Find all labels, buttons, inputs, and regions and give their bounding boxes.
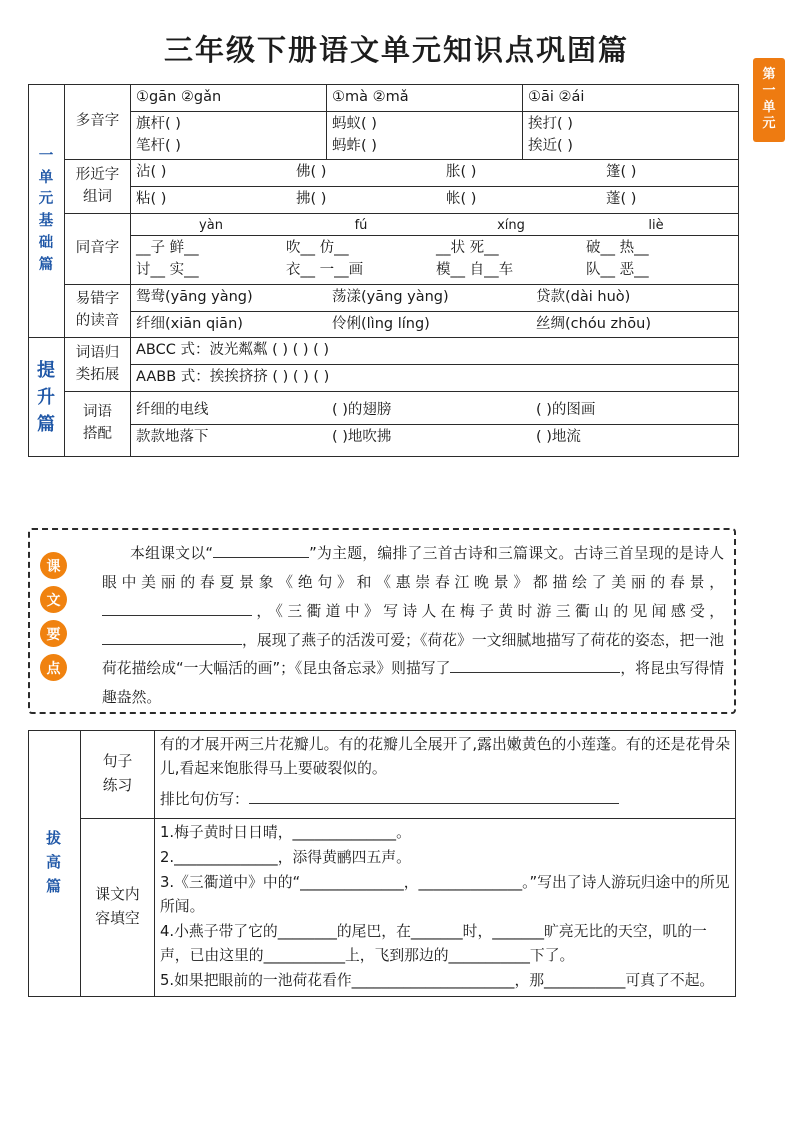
table-row xyxy=(29,85,739,112)
duoyinzi-cell-3 xyxy=(523,111,739,160)
side-tab-line-2: 一 xyxy=(762,83,776,99)
yicuozi-3: 贷款(dài huò) xyxy=(536,288,631,305)
duoyinzi-cell-1 xyxy=(131,111,327,160)
kp-part-5: ，将昆虫写得情趣盎然。 xyxy=(102,660,724,707)
xingjinzi-line-2 xyxy=(131,187,739,214)
guilei-line-1: ABCC 式：波光粼粼 ( ) ( ) ( ) xyxy=(131,338,739,365)
row-label-sentence-practice: 句子 练习 xyxy=(81,731,155,819)
fill-in-item-5: 5.如果把眼前的一池荷花看作______________________，那___________可真了不起。 xyxy=(160,971,715,989)
fill-in-cell xyxy=(155,818,736,996)
dapei-4: 款款地落下 xyxy=(136,428,209,445)
kp-blank-4 xyxy=(450,672,620,673)
duoyinzi-line-2: 笔杆( ) xyxy=(136,137,181,154)
kp-part-1: 本组课文以“ xyxy=(130,545,214,562)
tongyinzi-8: 队__ 恶__ xyxy=(586,262,649,278)
duoyinzi-line-1: 旗杆( ) xyxy=(136,115,181,132)
xingjinzi-4: 篷( ) xyxy=(606,164,637,181)
kp-part-2: ”为主题，编排了三首古诗和三篇课文。古诗三首呈现的是诗人眼中美丽的春夏景象《绝句》和《惠崇春江晚景》都描绘了美丽的春景， xyxy=(102,545,725,591)
badge-ke: 课 xyxy=(40,552,67,579)
guilei-line-2: AABB 式：挨挨挤挤 ( ) ( ) ( ) xyxy=(131,365,739,392)
yicuozi-4: 纤细(xiān qiān) xyxy=(136,315,243,332)
fill-in-item-3: 3.《三衢道中》中的“______________，______________。”写出了诗人游玩归途中的所见所闻。 xyxy=(160,873,730,915)
row-label-duoyinzi: 多音字 xyxy=(65,85,131,160)
tongyinzi-line-1 xyxy=(136,238,733,260)
dapei-line-1 xyxy=(131,391,739,424)
sentence-practice-text: 有的才展开两三片花瓣儿。有的花瓣儿全展开了,露出嫩黄色的小莲蓬。有的还是花骨朵儿,看起来饱胀得马上要破裂似的。 xyxy=(160,736,730,777)
yicuozi-1: 鸳鸯(yāng yàng) xyxy=(136,288,253,305)
tongyinzi-pinyin-row xyxy=(131,213,739,236)
yicuozi-5: 伶俐(lìng líng) xyxy=(332,315,430,332)
table-row xyxy=(29,391,739,424)
xingjinzi-1: 沾( ) xyxy=(136,164,167,181)
xingjinzi-8: 蓬( ) xyxy=(606,191,637,207)
xingjinzi-6: 拂( ) xyxy=(296,191,327,207)
table-row xyxy=(29,236,739,285)
table-row xyxy=(29,424,739,457)
badge-wen: 文 xyxy=(40,586,67,613)
fill-in-item-2: 2.______________，添得黄鹂四五声。 xyxy=(160,848,411,866)
xingjinzi-2: 佛( ) xyxy=(296,164,327,181)
tongyinzi-cells xyxy=(131,236,739,285)
page-title xyxy=(0,28,793,69)
duoyinzi-cell-2 xyxy=(327,111,523,160)
kp-blank-2 xyxy=(102,615,252,616)
yicuozi-line-1 xyxy=(131,284,739,311)
page-title-text: 三年级下册语文单元知识点巩固篇 xyxy=(163,33,629,67)
tongyinzi-5: 讨__ 实__ xyxy=(136,262,199,278)
advanced-section-table xyxy=(28,730,736,997)
promote-vertical-label: 提 升 篇 xyxy=(29,338,65,457)
sentence-practice-cell xyxy=(155,731,736,819)
table-row xyxy=(29,338,739,365)
kp-part-3: ，《三衢道中》写诗人在梅子黄时游三衢山的见闻感受， xyxy=(252,602,724,620)
table-row xyxy=(29,111,739,160)
badge-yao: 要 xyxy=(40,620,67,647)
dapei-3: ( )的图画 xyxy=(536,401,596,418)
row-label-yicuozi: 易错字 的读音 xyxy=(65,284,131,338)
table-row xyxy=(29,311,739,338)
tongyinzi-pinyin-4: liè xyxy=(648,217,664,233)
table-row xyxy=(29,187,739,214)
key-points-badges xyxy=(40,552,67,681)
unit-vertical-label: 一 单 元 基 础 篇 xyxy=(29,85,65,338)
tongyinzi-4: 破__ 热__ xyxy=(586,240,649,257)
yicuozi-2: 荡漾(yāng yàng) xyxy=(332,288,449,305)
yicuozi-6: 丝绸(chóu zhōu) xyxy=(536,315,652,332)
table-row xyxy=(29,284,739,311)
table-row xyxy=(29,365,739,392)
duoyinzi-line-6: 挨近( ) xyxy=(528,137,573,154)
duoyinzi-line-4: 蚂蚱( ) xyxy=(332,137,377,154)
table-row xyxy=(29,818,736,996)
dapei-1: 纤细的电线 xyxy=(136,401,209,418)
tongyinzi-2: 吹__ 仿__ xyxy=(286,240,349,257)
kp-part-4: ，展现了燕子的活泼可爱；《荷花》一文细腻地描写了荷花的姿态，把一池荷花描绘成“一大幅活的画”；《昆虫备忘录》则描写了 xyxy=(102,631,724,678)
badge-dian: 点 xyxy=(40,654,67,681)
side-tab-line-4: 元 xyxy=(762,115,776,131)
table-row xyxy=(29,731,736,819)
duoyinzi-line-3: 蚂蚁( ) xyxy=(332,115,377,132)
unit-side-tab xyxy=(753,58,785,142)
tongyinzi-1: __子 鲜__ xyxy=(136,240,199,257)
advanced-vertical-label: 拔 高 篇 xyxy=(29,731,81,997)
sentence-practice-prompt-row xyxy=(160,788,730,812)
dapei-6: ( )地流 xyxy=(536,428,581,445)
sentence-practice-answer[interactable] xyxy=(249,803,619,804)
xingjinzi-3: 胀( ) xyxy=(446,164,477,181)
dapei-line-2 xyxy=(131,424,739,457)
xingjinzi-5: 粘( ) xyxy=(136,191,167,207)
dapei-2: ( )的翅膀 xyxy=(332,401,392,418)
side-tab-line-3: 单 xyxy=(762,99,776,115)
key-points-paragraph xyxy=(102,540,724,713)
pinyin-duoyinzi-3: ①āi ②ái xyxy=(523,85,739,112)
tongyinzi-pinyin-2: fú xyxy=(354,217,368,233)
dapei-5: ( )地吹拂 xyxy=(332,428,392,445)
row-label-fill-in: 课文内 容填空 xyxy=(81,818,155,996)
side-tab-line-1: 第 xyxy=(762,67,776,82)
kp-blank-3 xyxy=(102,644,242,645)
tongyinzi-7: 模__ 自__车 xyxy=(436,262,514,278)
tongyinzi-pinyin-1: yàn xyxy=(199,217,223,233)
key-points-block xyxy=(28,528,736,714)
duoyinzi-line-5: 挨打( ) xyxy=(528,115,573,132)
tongyinzi-3: __状 死__ xyxy=(436,240,499,257)
basic-knowledge-table xyxy=(28,84,739,457)
xingjinzi-7: 帐( ) xyxy=(446,191,477,207)
tongyinzi-line-2 xyxy=(136,260,733,282)
row-label-tongyinzi: 同音字 xyxy=(65,213,131,284)
pinyin-duoyinzi-2: ①mà ②mǎ xyxy=(327,85,523,112)
table-row xyxy=(29,213,739,236)
yicuozi-line-2 xyxy=(131,311,739,338)
xingjinzi-line-1 xyxy=(131,160,739,187)
table-row xyxy=(29,160,739,187)
row-label-ciyu-guilei: 词语归 类拓展 xyxy=(65,338,131,392)
kp-blank-1 xyxy=(213,557,309,558)
row-label-ciyu-dapei: 词语 搭配 xyxy=(65,391,131,457)
row-label-xingjinzi: 形近字 组词 xyxy=(65,160,131,214)
fill-in-item-1: 1.梅子黄时日日晴，______________。 xyxy=(160,823,411,841)
sentence-practice-prompt: 排比句仿写： xyxy=(160,790,249,808)
tongyinzi-pinyin-3: xíng xyxy=(497,217,525,233)
fill-in-item-4: 4.小燕子带了它的________的尾巴，在_______时，_______旷亮无比的天空，叽的一声，已由这里的___________上，飞到那边的___________下了。 xyxy=(160,922,707,964)
tongyinzi-6: 衣__ 一__画 xyxy=(286,262,364,278)
pinyin-duoyinzi-1: ①gān ②gǎn xyxy=(131,85,327,112)
